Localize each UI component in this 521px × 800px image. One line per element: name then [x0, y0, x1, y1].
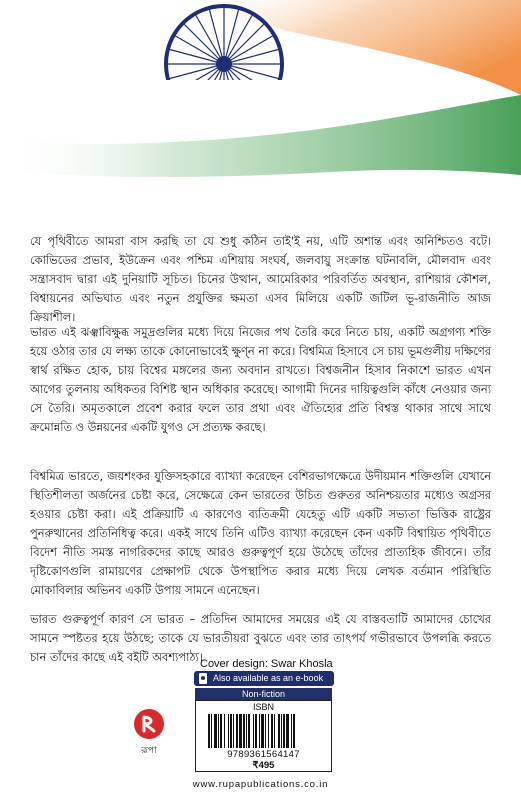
- blurb-paragraph-3: [30, 467, 491, 600]
- blurb-text: ভারত গুরুত্বপূর্ণ কারণ সে ভারত – প্রতিদিন আমাদের সময়ের এই যে বাস্তবতাটি আমাদের চোখের সামনে স্পষ্টতর হয়ে উঠছে; তাকে যে ভারতীয়রা বুঝতে এবং তার তাৎপর্য গভীরভাবে উপলব্ধি করতে চান তাঁদের কাছে এই বইটি অবশ্যপাঠ্য।: [30, 612, 491, 664]
- isbn-number: 9789361564147: [227, 749, 300, 760]
- ebook-device-icon: [199, 673, 207, 684]
- blurb-text: ভারত এই ঝঞ্ঝাবিক্ষুব্ধ সমুদ্রগুলির মধ্যে দিয়ে নিজের পথ তৈরি করে নিতে চায়, একটি অগ্রগণ্য শক্তি হয়ে ওঠার তার যে লক্ষ্য তাকে কোনোভাবেই ক্ষুণ্ন না করে। বিশ্বমিত্র হিসাবে সে চায় ভূমগুলীয় দক্ষিণের স্বার্থ রক্ষিত হোক, চায় বিশ্বের মঙ্গলের জন্য অবদান রাখতে। বিশ্বজনীন হিসাব নিকাশে ভারত এখন আগের তুলনায় অধিকতর বিশিষ্ট স্থান অধিকার করেছে। আগামী দিনের দায়িত্বগুলি কাঁধে নেওয়ার জন্য সে তৈরি। অমৃতকালে প্রবেশ করার ফলে তার প্রথা এবং ঐতিহ্যের প্রতি বিশ্বস্ত থাকার সাথে সাথে ক্রমোন্নতি ও উন্নয়নের একটি যুগও সে প্রত্যক্ষ করছে।: [30, 325, 491, 434]
- ashoka-chakra-wheel: [160, 0, 288, 80]
- isbn-label: ISBN: [252, 702, 274, 712]
- barcode: [208, 714, 320, 748]
- rupa-logo-icon: [133, 708, 165, 740]
- publisher-website: www.rupapublications.co.in: [192, 779, 329, 790]
- cover-design-credit: Cover design: Swar Khosla: [200, 658, 333, 670]
- genre-label: Non-fiction: [195, 688, 332, 700]
- publisher-name: রূপা: [141, 746, 157, 756]
- blurb-paragraph-2: [30, 323, 491, 437]
- ebook-availability-badge: [194, 671, 334, 686]
- ebook-badge-label: Also available as an e-book: [213, 673, 324, 683]
- isbn-barcode-box: [195, 700, 332, 772]
- blurb-paragraph-1: [30, 232, 491, 327]
- blurb-text: যে পৃথিবীতে আমরা বাস করছি তা যে শুধু কঠিন তাই'ই নয়, এটি অশান্ত এবং অনিশ্চিতও বটে। কোভিডের প্রভাব, ইউক্রেন এবং পশ্চিম এশিয়ায় সংঘর্ষ, জলবায়ু সংক্রান্ত ঘটনাবলি, মৌলবাদ এবং সন্ত্রাসবাদ দ্বারা এই দুনিয়াটি সূচিত। চিনের উত্থান, আমেরিকার পরিবর্তিত অবস্থান, রাশিয়ার কৌশল, বিশ্বায়নের অভিঘাত এবং নতুন প্রযুক্তির ক্ষমতা এসব মিলিয়ে একটি জটিল ভূ-রাজনীতি আজ ক্রিয়াশীল।: [30, 234, 491, 324]
- blurb-text: বিশ্বমিত্র ভারতে, জয়শংকর যুক্তিসহকারে ব্যাখ্যা করেছেন বেশিরভাগক্ষেত্রে উদীয়মান শক্তিগুলি যেখানে স্থিতিশীলতা অর্জনের চেষ্টা করে, সেক্ষেত্রে কেন ভারতের উচিত গুরুতর অনিশ্চয়তার মধ্যেও অগ্রসর হওয়ার চেষ্টা করা। এই প্রক্রিয়াটি এ কারণেও ব্যতিক্রমী যেহেতু এটি একটি সভ্যতা ভিত্তিক রাষ্ট্রের পুনরুত্থানের প্রতিনিধিত্ব করে। একই সাথে তিনি এটিও ব্যাখ্যা করেছেন কেন একটি বিশ্বায়িত পৃথিবীতে বিদেশ নীতি সমস্ত নাগরিকদের কাছে আরও গুরুত্বপূর্ণ হয়ে উঠেছে তাঁদের প্রাত্যহিক জীবনে। তাঁর দৃষ্টিকোণগুলি রামায়ণের প্রেক্ষাপট থেকে উপস্থাপিত করার মধ্যে দিয়ে লেখক বর্তমান পরিস্থিতি মোকাবিলার অভিনব একটি উপায় সামনে এনেছেন।: [30, 469, 491, 597]
- price: ₹495: [252, 760, 275, 771]
